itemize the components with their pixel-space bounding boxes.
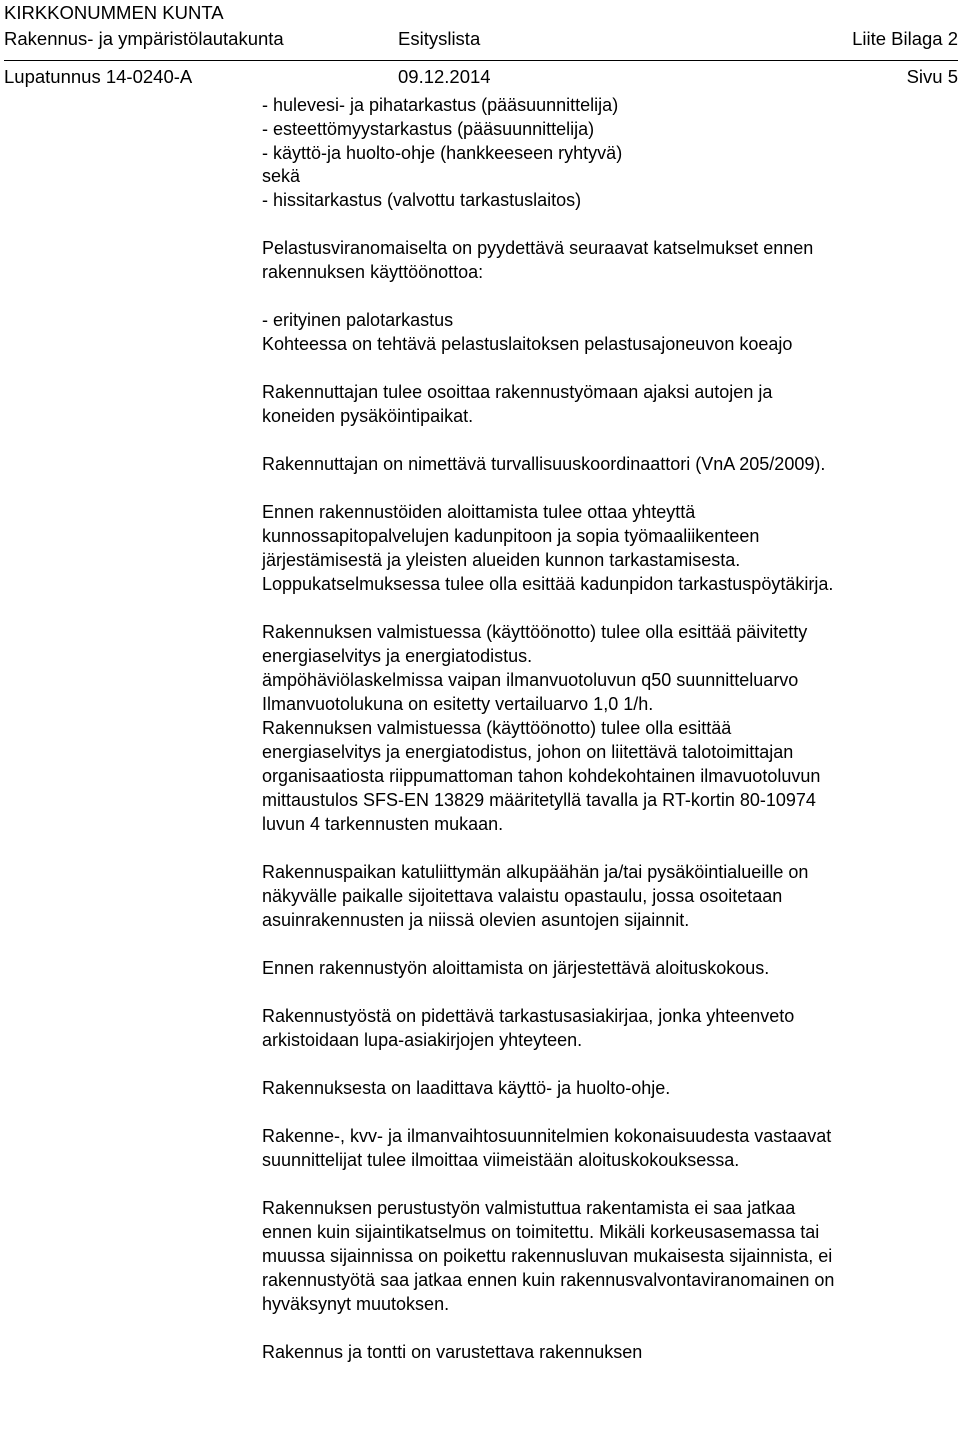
text-line: organisaatiosta riippumattoman tahon kohdekohtainen ilmavuotoluvun: [262, 766, 821, 786]
text-line: suunnittelijat tulee ilmoittaa viimeistään aloituskokouksessa.: [262, 1150, 740, 1170]
text-line: - hulevesi- ja pihatarkastus (pääsuunnittelija): [262, 95, 619, 115]
text-line: ennen kuin sijaintikatselmus on toimitettu. Mikäli korkeusasemassa tai: [262, 1222, 820, 1242]
text-line: - käyttö-ja huolto-ohje (hankkeeseen ryhtyvä): [262, 143, 623, 163]
text-line: Ennen rakennustyön aloittamista on järjestettävä aloituskokous.: [262, 958, 770, 978]
text-line: Rakennus ja tontti on varustettava rakennuksen: [262, 1342, 643, 1362]
text-line: energiaselvitys ja energiatodistus.: [262, 646, 533, 666]
text-line: näkyvälle paikalle sijoitettava valaistu opastaulu, jossa osoitetaan: [262, 886, 783, 906]
organization-name: KIRKKONUMMEN KUNTA: [4, 2, 224, 23]
header-row-2: [4, 26, 958, 52]
page-number: Sivu 5: [906, 66, 958, 87]
header-row-3: [4, 64, 958, 90]
text-line: Ennen rakennustöiden aloittamista tulee ottaa yhteyttä: [262, 502, 696, 522]
text-line: rakennustyötä saa jatkaa ennen kuin rakennusvalvontaviranomainen on: [262, 1270, 835, 1290]
text-line: Rakennuttajan on nimettävä turvallisuuskoordinaattori (VnA 205/2009).: [262, 454, 826, 474]
text-line: energiaselvitys ja energiatodistus, johon on liitettävä talotoimittajan: [262, 742, 794, 762]
document-header: [4, 0, 958, 87]
text-line: - esteettömyystarkastus (pääsuunnittelija): [262, 119, 595, 139]
text-line: koneiden pysäköintipaikat.: [262, 406, 474, 426]
text-line: Rakennuttajan tulee osoittaa rakennustyömaan ajaksi autojen ja: [262, 382, 773, 402]
text-line: muussa sijainnissa on poikettu rakennusluvan mukaisesta sijainnista, ei: [262, 1246, 833, 1266]
attachment-label: Liite Bilaga 2: [852, 28, 958, 49]
text-line: Rakennuspaikan katuliittymän alkupäähän ja/tai pysäköintialueille on: [262, 862, 809, 882]
header-rule: [4, 60, 958, 61]
text-line: Rakenne-, kvv- ja ilmanvaihtosuunnitelmien kokonaisuudesta vastaavat: [262, 1126, 832, 1146]
text-line: Rakennuksen perustustyön valmistuttua rakentamista ei saa jatkaa: [262, 1198, 796, 1218]
text-line: järjestämisestä ja yleisten alueiden kunnon tarkastamisesta.: [262, 550, 741, 570]
text-line: ämpöhäviölaskelmissa vaipan ilmanvuotoluvun q50 suunnitteluarvo: [262, 670, 799, 690]
text-line: kunnossapitopalvelujen kadunpitoon ja sopia työmaaliikenteen: [262, 526, 760, 546]
text-line: Rakennuksesta on laadittava käyttö- ja huolto-ohje.: [262, 1078, 671, 1098]
text-line: sekä: [262, 166, 301, 186]
document-type: Esityslista: [398, 28, 481, 49]
text-line: rakennuksen käyttöönottoa:: [262, 262, 484, 282]
text-line: luvun 4 tarkennusten mukaan.: [262, 814, 504, 834]
text-line: Loppukatselmuksessa tulee olla esittää kadunpidon tarkastuspöytäkirja.: [262, 574, 834, 594]
text-line: mittaustulos SFS-EN 13829 määritetyllä tavalla ja RT-kortin 80-10974: [262, 790, 816, 810]
text-line: - erityinen palotarkastus: [262, 310, 454, 330]
text-line: hyväksynyt muutoksen.: [262, 1294, 450, 1314]
text-line: Ilmanvuotolukuna on esitetty vertailuarvo 1,0 1/h.: [262, 694, 654, 714]
committee-name: Rakennus- ja ympäristölautakunta: [4, 28, 284, 49]
document-date: 09.12.2014: [398, 66, 491, 87]
text-line: Pelastusviranomaiselta on pyydettävä seuraavat katselmukset ennen: [262, 238, 814, 258]
text-line: arkistoidaan lupa-asiakirjojen yhteyteen.: [262, 1030, 583, 1050]
text-line: Rakennustyöstä on pidettävä tarkastusasiakirjaa, jonka yhteenveto: [262, 1006, 795, 1026]
header-row-1: [4, 0, 958, 26]
text-line: - hissitarkastus (valvottu tarkastuslaitos): [262, 190, 582, 210]
text-line: Rakennuksen valmistuessa (käyttöönotto) tulee olla esittää päivitetty: [262, 622, 808, 642]
text-line: Kohteessa on tehtävä pelastuslaitoksen pelastusajoneuvon koeajo: [262, 334, 793, 354]
permit-id: Lupatunnus 14-0240-A: [4, 66, 193, 87]
text-line: Rakennuksen valmistuessa (käyttöönotto) tulee olla esittää: [262, 718, 732, 738]
text-line: asuinrakennusten ja niissä olevien asuntojen sijainnit.: [262, 910, 690, 930]
